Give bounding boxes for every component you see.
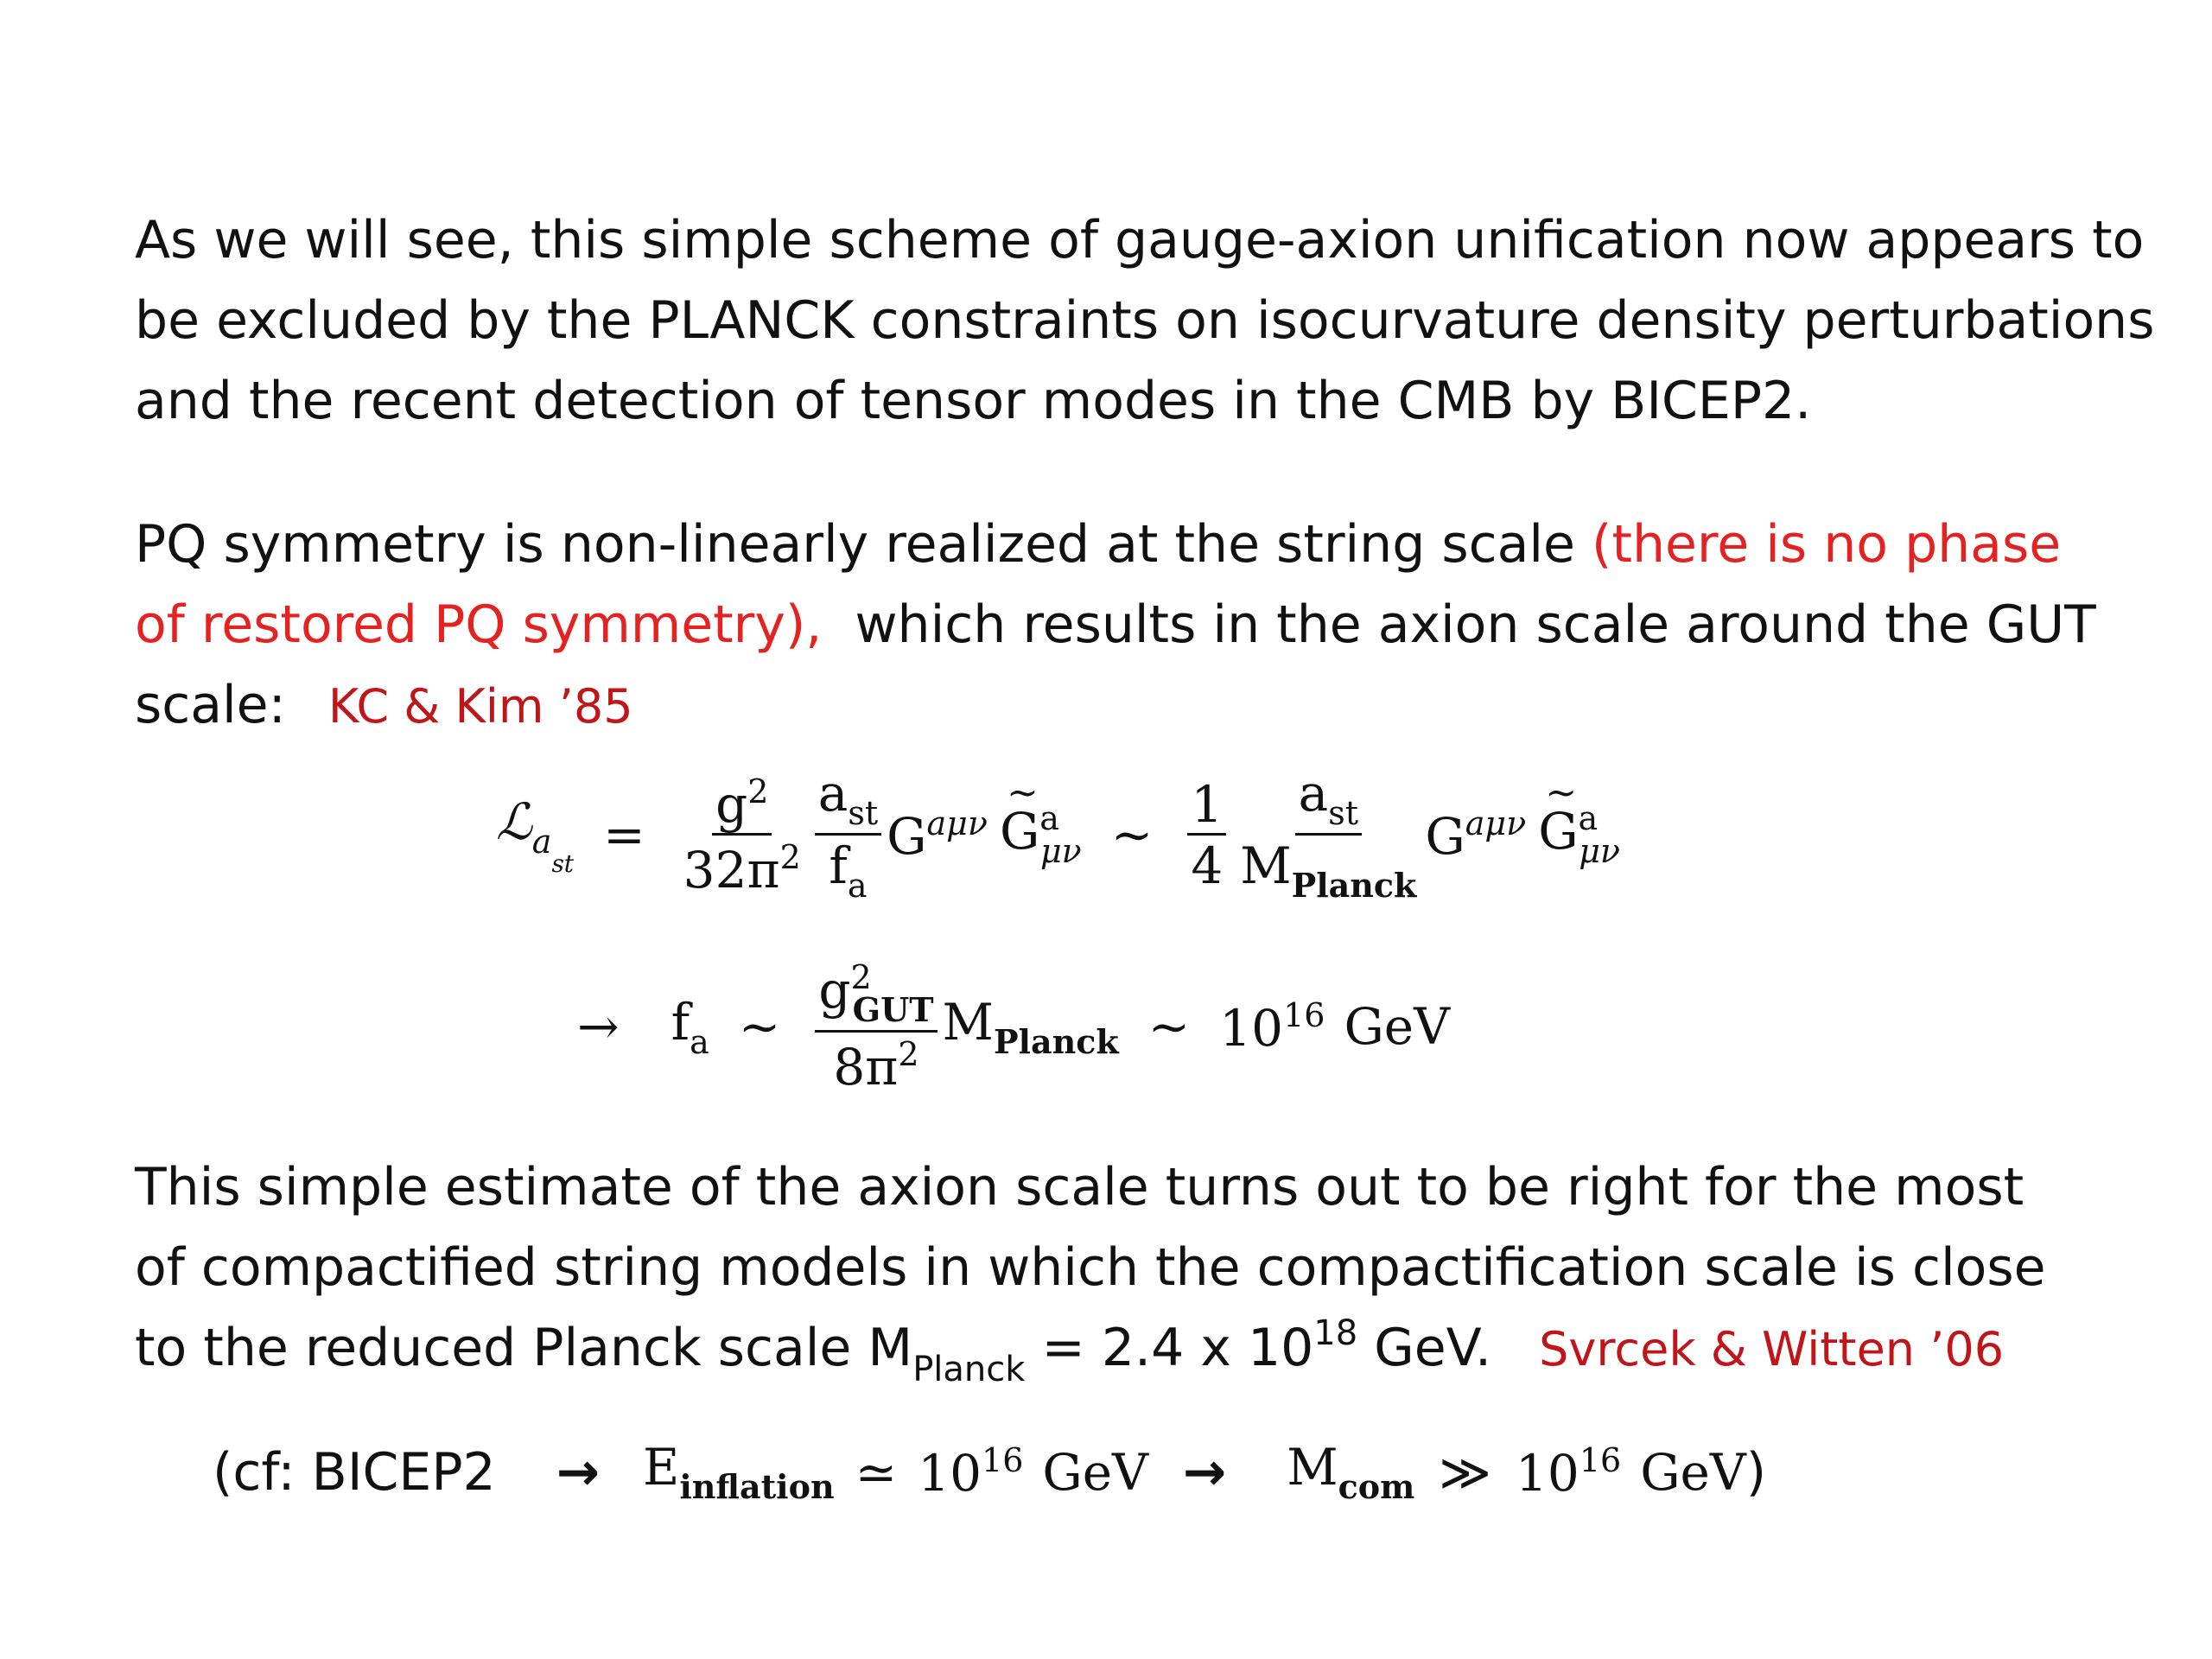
eq2-frac-gut (815, 958, 937, 1096)
intro-line-3: and the recent detection of tensor modes in the CMB by BICEP2. (135, 371, 1812, 431)
eq2-8pi-sup: 2 (898, 1035, 919, 1073)
cf-val1-base: 10 (918, 1444, 982, 1503)
equation-lagrangian (496, 763, 1620, 905)
eq1-equals: = (603, 805, 645, 864)
paragraph-estimate (135, 1147, 2046, 1395)
cf-E: E (642, 1438, 680, 1497)
cf-val1 (918, 1441, 1023, 1503)
eq2-fa (671, 993, 709, 1061)
eq1-a2: a (1298, 763, 1329, 823)
equation-axion-scale (577, 957, 1450, 1096)
eq2-value (1219, 996, 1325, 1058)
eq1-G-tensor-2 (1425, 804, 1526, 866)
eq1-Gtilde2-sup: a (1578, 799, 1599, 837)
cf-e-inflation (643, 1438, 835, 1506)
pq-line-2-text: which results in the axion scale around the GUT (822, 594, 2096, 655)
pq-line-1-highlight: (there is no phase (1592, 514, 2062, 575)
eq1-lhs-sub-a: a (531, 822, 552, 861)
eq2-arrow-icon: → (577, 997, 620, 1056)
pq-line-1-text: PQ symmetry is non-linearly realized at the string scale (135, 514, 1592, 575)
cf-val1-sup: 16 (982, 1441, 1024, 1479)
cf-E-sub: inflation (679, 1467, 835, 1506)
citation-svrcek-witten: Svrcek & Witten ’06 (1539, 1322, 2005, 1376)
eq1-frac-quarter (1187, 774, 1226, 895)
eq2-M: M (942, 992, 994, 1052)
eq2-g-sub: GUT (852, 990, 934, 1029)
eq1-Gtilde2: ~ G (1538, 802, 1578, 861)
eq2-sim: ∼ (738, 997, 781, 1056)
estimate-line-3 (135, 1308, 2046, 1395)
eq2-M-sub: Planck (993, 1021, 1119, 1061)
eq1-a: a (817, 763, 849, 823)
eq2-value-base: 10 (1219, 998, 1284, 1058)
estimate-line-1: This simple estimate of the axion scale turns out to be right for the most (135, 1157, 2024, 1217)
eq1-Gtilde2-sub: μν (1579, 832, 1620, 870)
eq1-lhs-sub-st: st (551, 849, 575, 878)
cf-m-com (1287, 1438, 1414, 1506)
eq1-Gtilde-sub: μν (1039, 832, 1082, 870)
eq2-sim2: ∼ (1147, 997, 1191, 1056)
eq1-lhs (496, 792, 574, 878)
cf-gg: ≫ (1439, 1442, 1492, 1502)
estimate-line-3-mid: = 2.4 x 10 (1025, 1318, 1314, 1378)
eq1-frac-coupling-den (680, 836, 804, 899)
eq1-quarter-den: 4 (1191, 836, 1224, 895)
eq2-frac-gut-den (830, 1033, 922, 1096)
eq1-frac-ast-mplanck (1236, 763, 1420, 905)
cf-bicep2-line (213, 1438, 1766, 1506)
eq1-frac-mplanck-den (1236, 836, 1420, 905)
eq1-M-sub: Planck (1291, 865, 1417, 905)
estimate-line-3-sub: Planck (912, 1350, 1026, 1389)
eq1-frac-coupling (680, 772, 804, 899)
eq1-f-sub: a (847, 866, 868, 905)
pq-line-2-highlight: of restored PQ symmetry), (135, 594, 823, 655)
eq2-g: g (818, 961, 851, 1020)
eq1-sim: ∼ (1110, 805, 1154, 864)
eq2-g-sup: 2 (850, 958, 872, 996)
eq1-f: f (829, 836, 848, 895)
cf-unit1: GeV (1042, 1442, 1148, 1502)
eq1-32pi: 32π (683, 840, 780, 899)
cf-open: (cf: BICEP2 (213, 1441, 496, 1503)
eq1-a2-sub: st (1328, 793, 1359, 832)
cf-M: M (1287, 1438, 1338, 1497)
paragraph-pq-symmetry (135, 505, 2096, 747)
cf-M-sub: com (1338, 1467, 1415, 1506)
pq-line-3-text: scale: (135, 675, 286, 735)
eq1-Gtilde-sup: a (1039, 799, 1059, 837)
eq1-M: M (1240, 836, 1292, 895)
cf-val2-base: 10 (1516, 1444, 1580, 1503)
eq1-g-sup: 2 (747, 772, 769, 810)
estimate-line-3-sup: 18 (1313, 1313, 1358, 1353)
intro-line-2: be excluded by the PLANCK constraints on isocurvature density perturbations (135, 290, 2155, 351)
eq1-Gtilde-tensor-2 (1538, 799, 1620, 870)
eq2-8pi: 8π (833, 1038, 899, 1096)
eq2-value-sup: 16 (1283, 995, 1325, 1034)
eq2-frac-gut-num (815, 958, 937, 1033)
paragraph-intro (135, 200, 2154, 442)
eq2-f: f (671, 992, 690, 1052)
eq1-lhs-sub (531, 822, 575, 878)
eq1-G-tensor (887, 804, 988, 866)
eq1-g: g (715, 774, 748, 834)
pq-line-3 (135, 665, 2096, 747)
eq1-Gtilde: ~ G (1000, 802, 1039, 861)
cf-close: ) (1745, 1441, 1767, 1503)
eq2-mplanck (943, 993, 1119, 1061)
eq1-frac-ast-fa (815, 763, 881, 905)
cf-unit2: GeV (1640, 1442, 1746, 1502)
eq2-unit: GeV (1344, 997, 1450, 1056)
eq1-a-sub: st (848, 793, 879, 832)
eq1-frac-ast-num (815, 763, 881, 836)
eq1-frac-coupling-num (712, 772, 772, 836)
cf-arrow-icon-2: → (1182, 1441, 1227, 1503)
eq1-Gtilde-tensor (1000, 799, 1082, 870)
cf-arrow-icon-1: → (556, 1441, 600, 1503)
intro-line-1: As we will see, this simple scheme of gauge-axion unification now appears to (135, 210, 2145, 270)
eq1-G2-sup: aμν (1465, 804, 1527, 842)
eq1-lhs-symbol: ℒ (496, 791, 532, 851)
estimate-line-2: of compactified string models in which the compactification scale is close (135, 1237, 2046, 1298)
estimate-line-3-post: GeV. (1357, 1318, 1492, 1378)
pq-line-1 (135, 505, 2096, 585)
eq1-32pi-sup: 2 (779, 837, 801, 876)
eq1-G2: G (1425, 806, 1465, 866)
estimate-line-3-pre: to the reduced Planck scale M (135, 1318, 913, 1378)
eq1-frac-ast2-num (1295, 763, 1362, 836)
eq1-G-sup: aμν (926, 804, 988, 842)
pq-line-2 (135, 585, 2096, 665)
citation-kc-kim: KC & Kim ’85 (327, 679, 633, 734)
eq1-quarter-num: 1 (1187, 779, 1226, 836)
eq2-f-sub: a (690, 1022, 709, 1061)
eq1-frac-fa-den (825, 836, 870, 905)
cf-val2 (1516, 1441, 1621, 1503)
eq1-G: G (887, 806, 927, 866)
cf-val2-sup: 16 (1579, 1441, 1622, 1479)
cf-simeq: ≃ (855, 1442, 898, 1502)
